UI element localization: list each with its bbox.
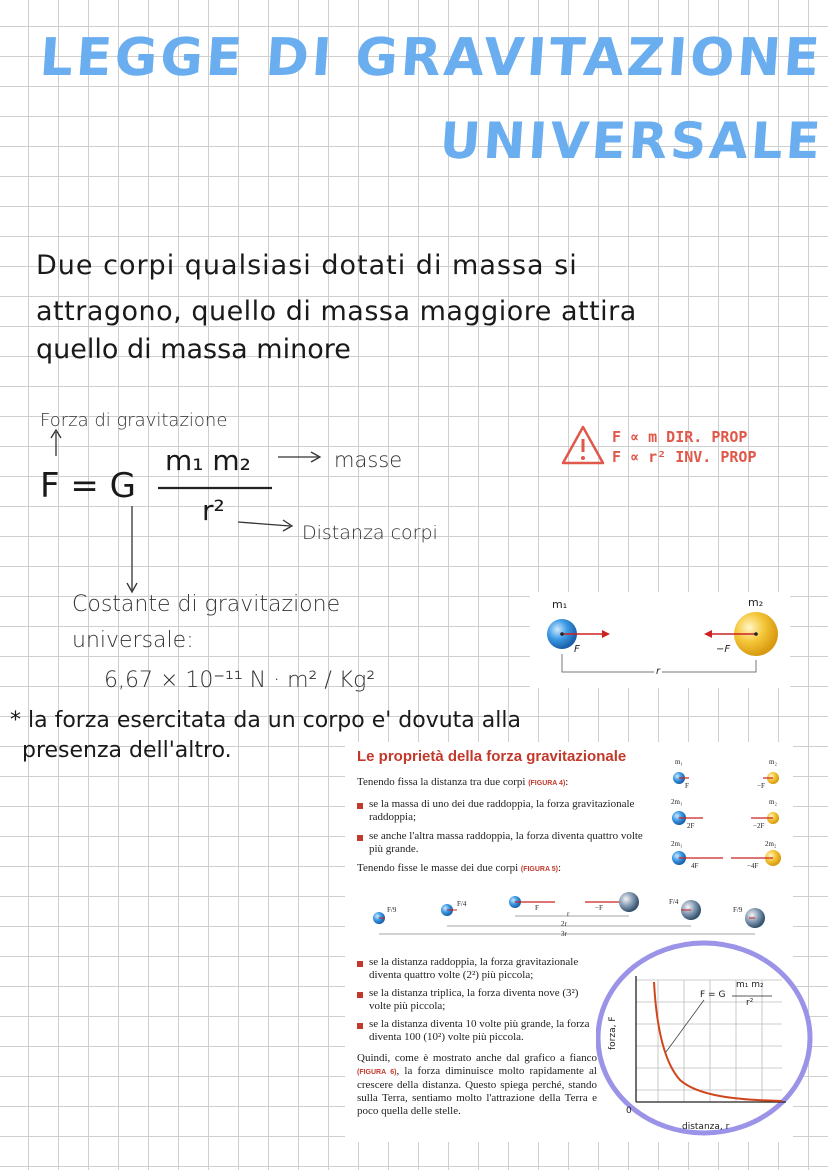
page-title-line1: LEGGE DI GRAVITAZIONE xyxy=(37,28,825,88)
paragraph-2: Tenendo fisse le masse dei due corpi (FIGURA 5): xyxy=(357,862,562,874)
warning-line-1: F ∝ m DIR. PROP xyxy=(612,428,748,446)
warning-icon xyxy=(560,424,606,466)
bullet-3: se la distanza raddoppia, la forza gravitazionale diventa quattro volte (2²) più piccola; xyxy=(357,956,597,982)
force-distance-graph xyxy=(596,940,814,1138)
excerpt-heading: Le proprietà della forza gravitazionale xyxy=(357,748,627,765)
m1-label: m₁ xyxy=(552,598,568,611)
excerpt-body-bottom xyxy=(357,956,597,1118)
f2-label: −F xyxy=(716,644,731,655)
fig4-r3-f1: 4F xyxy=(691,862,699,870)
fig4-r1-f1: F xyxy=(685,782,689,790)
fig4-r3-f2: −4F xyxy=(747,862,759,870)
graph-formula-num: m₁ m₂ xyxy=(736,980,764,990)
excerpt-body-top xyxy=(357,776,647,876)
constant-value: 6,67 × 10⁻¹¹ N · m² / Kg² xyxy=(104,668,376,693)
fig4-r2-f1: 2F xyxy=(687,822,695,830)
fig4-ref: (FIGURA 4) xyxy=(528,780,566,787)
masses-label: masse xyxy=(334,448,403,472)
force-label: Forza di gravitazione xyxy=(40,410,228,431)
bullet-4: se la distanza triplica, la forza diventa nove (3²) volte più piccola; xyxy=(357,987,597,1013)
fig4-r2-f2: −2F xyxy=(753,822,765,830)
paragraph-3: Quindi, come è mostrato anche dal grafico a fianco (FIGURA 6), la forza diminuisce molto rapidamente al crescere della distanza. Questo spiega perché, stando sulla Terra, sentiamo molto l'attrazione della Terra e poco quella delle stelle. xyxy=(357,1052,597,1117)
fig4-r3-m1: 2m₁ xyxy=(671,840,683,848)
graph-formula-den: r² xyxy=(746,998,754,1008)
intro-line-2: attragono, quello di massa maggiore attira xyxy=(36,296,637,327)
constant-label-1: Costante di gravitazione xyxy=(72,592,341,617)
fig5-f4-right: F/4 xyxy=(669,898,679,906)
fig5-r: r xyxy=(567,910,570,918)
graph-origin: 0 xyxy=(626,1106,632,1116)
graph-xlabel: distanza, r xyxy=(682,1122,730,1132)
fig6-ref: (FIGURA 6) xyxy=(357,1069,397,1076)
f1-label: F xyxy=(574,644,580,655)
fig4-r2-m1: 2m₁ xyxy=(671,798,683,806)
m2-label: m₂ xyxy=(748,596,764,609)
bullet-1: se la massa di uno dei due raddoppia, la forza gravitazionale raddoppia; xyxy=(357,798,647,824)
fig5-minus-f: −F xyxy=(595,904,603,912)
note-line-1: * la forza esercitata da un corpo e' dovuta alla xyxy=(10,708,521,733)
page-title-line2: UNIVERSALE xyxy=(437,112,826,170)
fig5-f9-right: F/9 xyxy=(733,906,743,914)
fig4-r1-m2: m₂ xyxy=(769,758,777,766)
fig5-f: F xyxy=(535,904,539,912)
bullet-5: se la distanza diventa 10 volte più grande, la forza diventa 100 (10²) volte più piccola. xyxy=(357,1018,597,1044)
warning-line-2: F ∝ r² INV. PROP xyxy=(612,448,757,466)
intro-line-1: Due corpi qualsiasi dotati di massa si xyxy=(36,250,578,281)
distance-label: Distanza corpi xyxy=(302,522,438,544)
fig5-f9-left: F/9 xyxy=(387,906,397,914)
graph-formula-lhs: F = G xyxy=(700,990,726,1000)
r-label: r xyxy=(656,666,661,677)
bullet-2: se anche l'altra massa raddoppia, la forza diventa quattro volte più grande. xyxy=(357,830,647,856)
formula-denominator: r² xyxy=(202,494,225,527)
highlight-circle xyxy=(598,943,810,1133)
fig5-3r: 3r xyxy=(561,930,567,938)
fig4-r2-m2: m₂ xyxy=(769,798,777,806)
formula-lhs: F = G xyxy=(40,466,137,506)
fig5-f4-left: F/4 xyxy=(457,900,467,908)
constant-label-2: universale: xyxy=(72,628,194,653)
fig5-2r: 2r xyxy=(561,920,567,928)
graph-ylabel: forza, F xyxy=(608,1016,618,1050)
fig4-r1-f2: −F xyxy=(757,782,765,790)
fig4-r1-m1: m₁ xyxy=(675,758,683,766)
fig5-ref: (FIGURA 5) xyxy=(520,866,558,873)
intro-line-3: quello di massa minore xyxy=(36,334,351,365)
formula-numerator: m₁ m₂ xyxy=(165,444,251,477)
two-body-diagram xyxy=(530,592,790,688)
figure-4 xyxy=(657,756,787,886)
paragraph-1: Tenendo fissa la distanza tra due corpi (FIGURA 4): xyxy=(357,776,569,788)
fig4-r3-m2: 2m₂ xyxy=(765,840,777,848)
note-line-2: presenza dell'altro. xyxy=(22,738,232,763)
